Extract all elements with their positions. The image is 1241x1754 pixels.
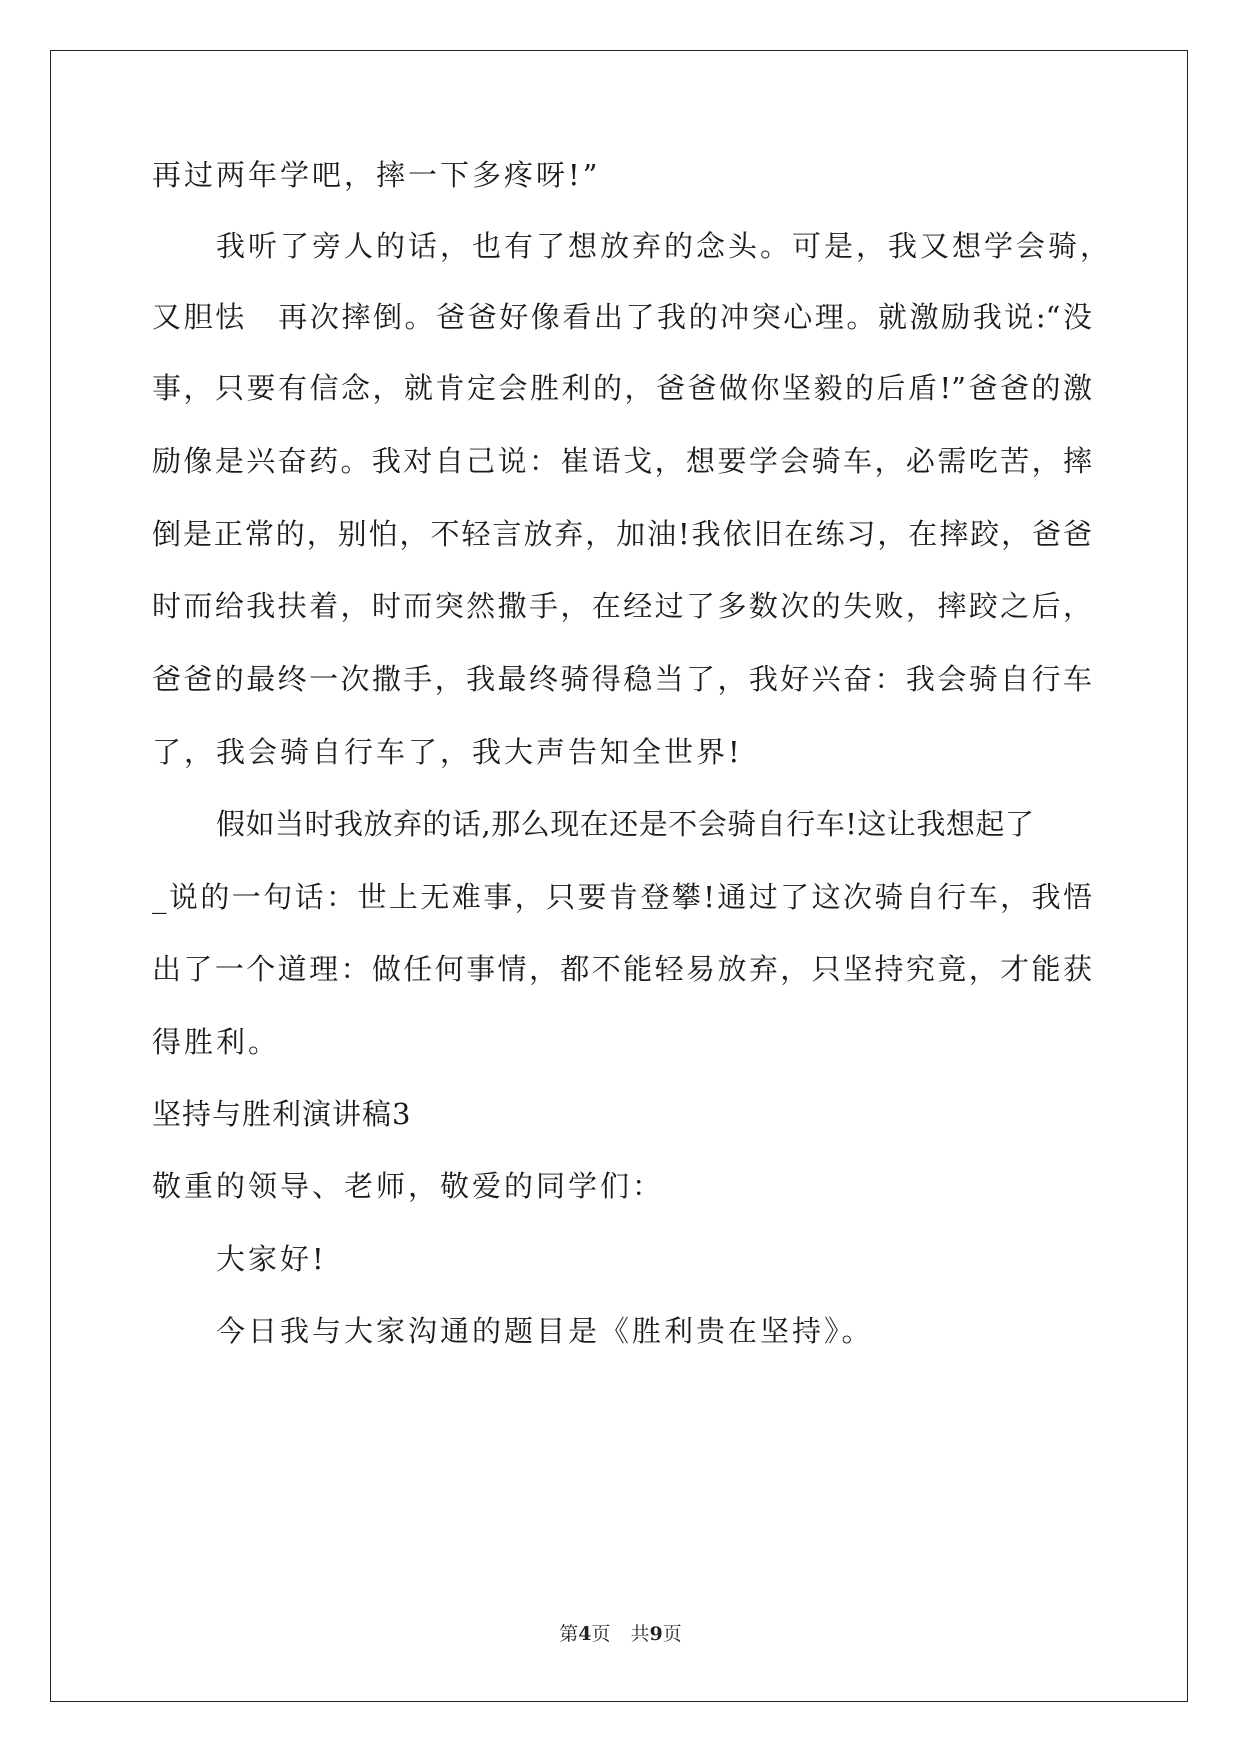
footer-page-number: 4 xyxy=(578,1623,592,1645)
text-line: 我听了旁人的话，也有了想放弃的念头。可是，我又想学会骑， xyxy=(216,229,1113,263)
page-footer xyxy=(0,1622,1241,1646)
text-line: 出了一个道理：做任何事情，都不能轻易放弃，只坚持究竟，才能获 xyxy=(152,952,1092,986)
text-line: 爸爸的最终一次撒手，我最终骑得稳当了，我好兴奋：我会骑自行车 xyxy=(152,662,1092,696)
footer-total-pages: 9 xyxy=(649,1623,663,1645)
text-line: 时而给我扶着，时而突然撒手，在经过了多数次的失败，摔跤之后， xyxy=(152,589,1092,623)
text-line: _说的一句话：世上无难事，只要肯登攀!通过了这次骑自行车，我悟 xyxy=(152,880,1092,914)
greeting: 大家好! xyxy=(216,1242,327,1276)
salutation: 敬重的领导、老师，敬爱的同学们： xyxy=(152,1169,665,1203)
text-line: 了，我会骑自行车了，我大声告知全世界! xyxy=(152,735,743,769)
footer-total-unit: 页 xyxy=(662,1623,682,1645)
text-line: 假如当时我放弃的话,那么现在还是不会骑自行车!这让我想起了 xyxy=(216,807,1035,841)
text-line: 又胆怯 再次摔倒。爸爸好像看出了我的冲突心理。就激励我说:“没 xyxy=(152,300,1092,334)
footer-total-prefix: 共 xyxy=(630,1623,650,1645)
text-line: 倒是正常的，别怕，不轻言放弃，加油!我依旧在练习，在摔跤，爸爸 xyxy=(152,517,1092,551)
text-line: 得胜利。 xyxy=(152,1025,281,1059)
footer-page-unit: 页 xyxy=(591,1623,611,1645)
text-line: 事，只要有信念，就肯定会胜利的，爸爸做你坚毅的后盾!”爸爸的激 xyxy=(152,371,1092,405)
text-line: 再过两年学吧，摔一下多疼呀!” xyxy=(152,158,601,192)
text-line: 励像是兴奋药。我对自己说：崔语戈，想要学会骑车，必需吃苦，摔 xyxy=(152,444,1092,478)
text-line: 今日我与大家沟通的题目是《胜利贵在坚持》。 xyxy=(216,1314,874,1348)
footer-prefix: 第 xyxy=(559,1623,579,1645)
section-heading: 坚持与胜利演讲稿3 xyxy=(152,1097,412,1131)
